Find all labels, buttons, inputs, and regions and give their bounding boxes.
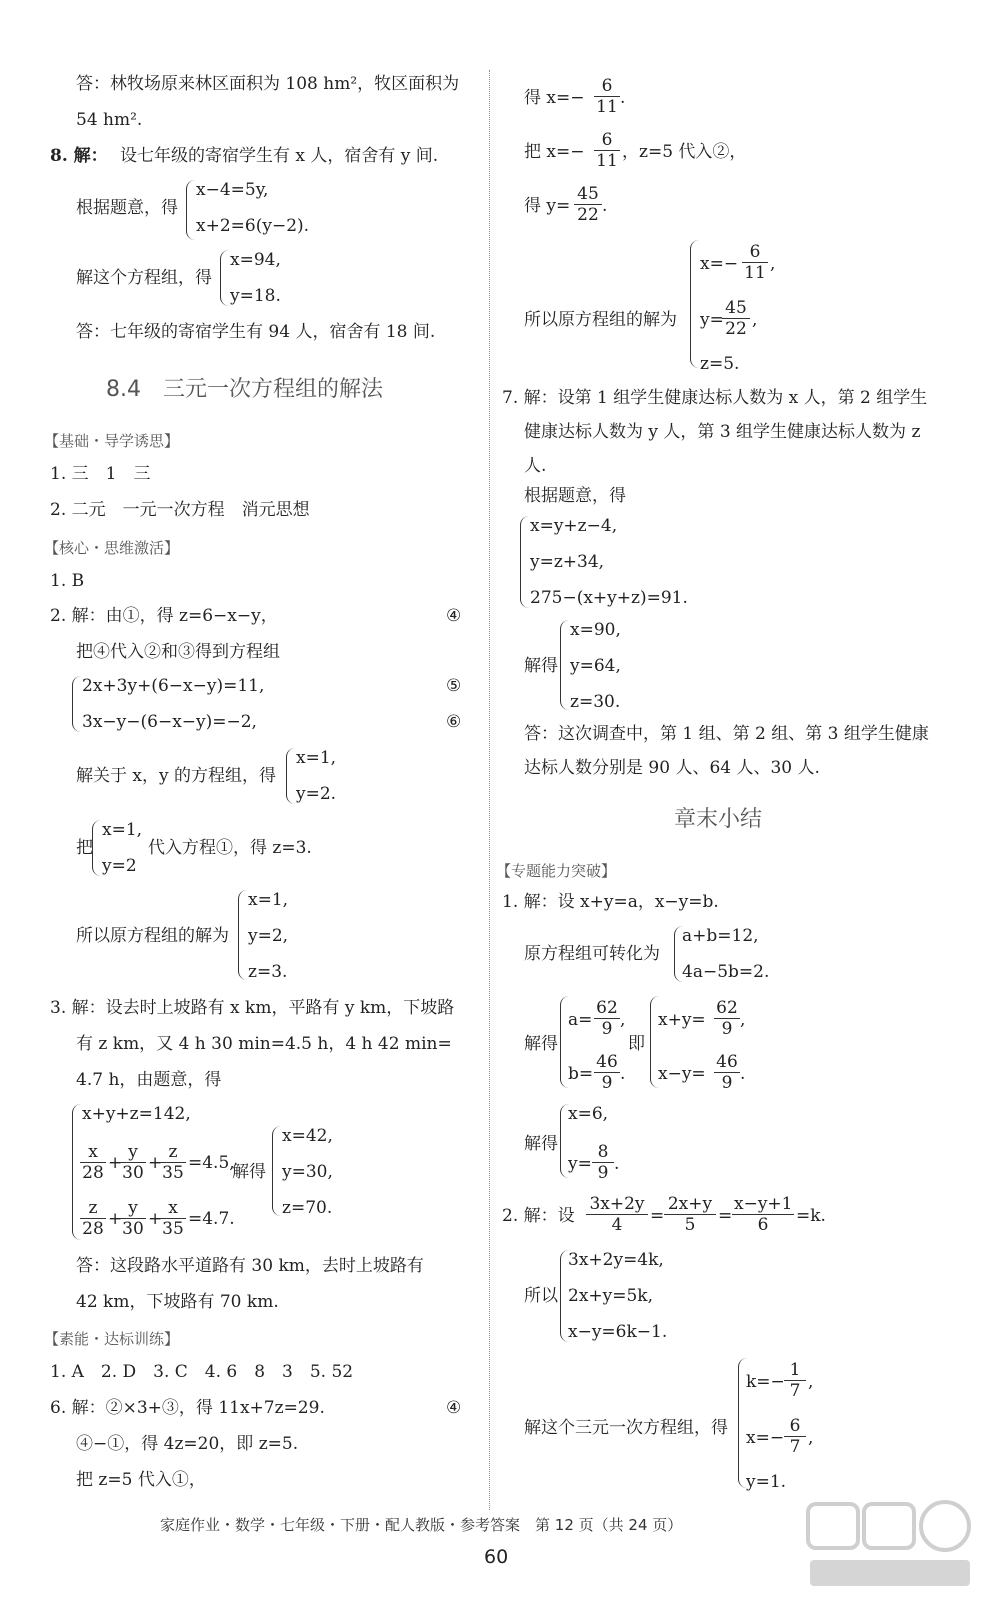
fraction: $\frac{y}{30}$ <box>120 1142 146 1183</box>
fraction: $\frac{8}{9}$ <box>592 1142 614 1183</box>
answer-line: 答：七年级的寄宿学生有 94 人，宿舍有 18 间. <box>76 322 436 342</box>
page-number: 60 <box>484 1546 509 1568</box>
text-line: 把④代入②和③得到方程组 <box>76 642 280 662</box>
text-line: . <box>614 1154 620 1174</box>
fraction: $\frac{6}{11}$ <box>594 76 620 117</box>
solution: x=42, <box>282 1126 333 1146</box>
equation-tag: ⑥ <box>446 712 462 732</box>
solution: x=1, <box>248 890 289 910</box>
answer-line: 1. B <box>50 571 85 591</box>
brace <box>520 516 529 608</box>
text-line: 解得 <box>524 1134 558 1154</box>
text-line: 所以原方程组的解为 <box>524 310 677 330</box>
operator: + <box>108 1153 123 1173</box>
equation: y=z+34, <box>530 552 605 572</box>
operator: = <box>650 1206 665 1226</box>
text-line: 即 <box>628 1034 645 1054</box>
equation-tag: ④ <box>446 606 462 626</box>
solution: x=6, <box>568 1104 609 1124</box>
solution: a= <box>568 1010 593 1030</box>
text-line: ④−①，得 4z=20，即 z=5. <box>76 1434 299 1454</box>
text-line: . <box>602 196 608 216</box>
text-line: 人. <box>524 456 547 476</box>
text-line: . <box>740 1064 746 1084</box>
fraction: $\frac{1}{7}$ <box>784 1360 806 1401</box>
operator: + <box>148 1209 163 1229</box>
equation: 4a−5b=2. <box>682 962 770 982</box>
text-line: =k. <box>796 1206 826 1226</box>
fraction: $\frac{45}{22}$ <box>574 184 602 225</box>
solution: z=30. <box>570 692 621 712</box>
equation-end: =4.5, <box>188 1153 235 1173</box>
text-line: 把 <box>76 838 93 858</box>
fraction: $\frac{62}{9}$ <box>714 998 740 1039</box>
solution: x+y= <box>658 1010 706 1030</box>
text-line: , <box>620 1010 626 1030</box>
solution: y= <box>700 310 724 330</box>
answer-line: 答：这次调查中，第 1 组、第 2 组、第 3 组学生健康 <box>524 724 929 744</box>
operator: = <box>718 1206 733 1226</box>
answer-line: 54 hm². <box>76 110 143 130</box>
answer-line: 2. 二元 一元一次方程 消元思想 <box>50 500 310 520</box>
equation: 3x+2y=4k, <box>568 1250 664 1270</box>
text-line: 代入方程①，得 z=3. <box>148 838 312 858</box>
solution: y=2 <box>102 856 137 876</box>
text-line: , <box>770 254 776 274</box>
fraction: $\frac{45}{22}$ <box>722 298 750 339</box>
equation: x+2=6(y−2). <box>196 216 310 236</box>
text-line: 解这个三元一次方程组，得 <box>524 1418 728 1438</box>
solution: z=70. <box>282 1198 333 1218</box>
text-line: 解得 <box>524 656 558 676</box>
text-line: 解得 <box>232 1162 266 1182</box>
solution: b= <box>568 1064 594 1084</box>
solution: z=3. <box>248 962 288 982</box>
equation-end: =4.7. <box>188 1209 235 1229</box>
equation: 2x+y=5k, <box>568 1286 654 1306</box>
equation: 2x+3y+(6−x−y)=11, <box>82 676 265 696</box>
text-line: 2. 解：由①，得 z=6−x−y， <box>50 606 278 626</box>
solution: x=− <box>700 254 739 274</box>
text-line: , <box>752 310 758 330</box>
text-line: 根据题意，得 <box>76 198 178 218</box>
text-line: 所以原方程组的解为 <box>76 926 229 946</box>
text-line: 得 x=− <box>524 88 585 108</box>
fraction: $\frac{6}{7}$ <box>784 1416 806 1457</box>
fraction: $\frac{y}{30}$ <box>120 1198 146 1239</box>
text-line: 3. 解：设去时上坡路有 x km，平路有 y km，下坡路 <box>50 998 455 1018</box>
fraction: $\frac{x-y+1}{6}$ <box>734 1194 793 1235</box>
column-divider <box>489 70 490 1510</box>
text-line: 7. 解：设第 1 组学生健康达标人数为 x 人，第 2 组学生 <box>502 388 928 408</box>
solution: y=2, <box>248 926 289 946</box>
solution: k=− <box>746 1372 785 1392</box>
equation: a+b=12, <box>682 926 759 946</box>
text-line: , <box>808 1428 814 1448</box>
solution: x=90, <box>570 620 621 640</box>
answer-line: 42 km，下坡路有 70 km. <box>76 1292 279 1312</box>
section-title: 8.4 三元一次方程组的解法 <box>106 377 383 402</box>
fraction: $\frac{3x+2y}{4}$ <box>586 1194 648 1235</box>
solution: x=94, <box>230 250 281 270</box>
watermark-logo-icon <box>800 1496 980 1596</box>
text-line: . <box>620 88 626 108</box>
answer-line: 答：这段路水平道路有 30 km，去时上坡路有 <box>76 1256 424 1276</box>
page-footer: 家庭作业・数学・七年级・下册・配人教版・参考答案 第 12 页（共 24 页） <box>160 1516 683 1534</box>
text-line: , <box>740 1010 746 1030</box>
text-line: 2. 解：设 <box>502 1206 575 1226</box>
brace <box>560 620 569 710</box>
solution: y=2. <box>296 784 337 804</box>
solution: x=1, <box>102 820 143 840</box>
answer-line: 达标人数分别是 90 人、64 人、30 人. <box>524 758 820 778</box>
solution: x−y= <box>658 1064 706 1084</box>
text-line: ，z=5 代入②， <box>622 142 747 162</box>
text-line: , <box>808 1372 814 1392</box>
equation: 3x−y−(6−x−y)=−2, <box>82 712 257 732</box>
text-line: 把 x=− <box>524 142 585 162</box>
text-line: 得 y= <box>524 196 571 216</box>
operator: + <box>108 1209 123 1229</box>
section-tag: 【专题能力突破】 <box>496 862 617 880</box>
text-line: 设七年级的寄宿学生有 x 人，宿舍有 y 间. <box>120 146 439 166</box>
brace <box>238 890 247 980</box>
equation: x=y+z−4, <box>530 516 618 536</box>
text-line: 4.7 h，由题意，得 <box>76 1070 222 1090</box>
fraction: $\frac{46}{9}$ <box>594 1052 620 1093</box>
equation: x−4=5y, <box>196 180 269 200</box>
solution: x=1, <box>296 748 337 768</box>
brace <box>272 1126 281 1216</box>
chapter-title: 章末小结 <box>674 807 763 832</box>
text-line: 解关于 x，y 的方程组，得 <box>76 766 276 786</box>
fraction: $\frac{z}{28}$ <box>80 1198 106 1239</box>
solution: y= <box>568 1154 592 1174</box>
text-line: 健康达标人数为 y 人，第 3 组学生健康达标人数为 z <box>524 422 921 442</box>
text-line: 解得 <box>524 1034 558 1054</box>
section-tag: 【核心・思维激活】 <box>44 539 180 557</box>
solution: z=5. <box>700 354 740 374</box>
equation: x−y=6k−1. <box>568 1322 668 1342</box>
operator: + <box>148 1153 163 1173</box>
fraction: $\frac{6}{11}$ <box>594 130 620 171</box>
text-line: 所以 <box>524 1286 558 1306</box>
section-tag: 【基础・导学诱思】 <box>44 432 180 450</box>
brace <box>92 820 101 876</box>
fraction: $\frac{6}{11}$ <box>742 242 768 283</box>
answer-line: 1. 三 1 三 <box>50 464 151 484</box>
text-line: 原方程组可转化为 <box>524 944 660 964</box>
fraction: $\frac{x}{35}$ <box>160 1198 186 1239</box>
brace <box>186 180 195 240</box>
fraction: $\frac{x}{28}$ <box>80 1142 106 1183</box>
equation: 275−(x+y+z)=91. <box>530 588 688 608</box>
section-tag: 【素能・达标训练】 <box>44 1330 180 1348</box>
answer-line: 1. A 2. D 3. C 4. 6 8 3 5. 52 <box>50 1362 354 1382</box>
answer-line: 答：林牧场原来林区面积为 108 hm²，牧区面积为 <box>76 74 460 94</box>
text-line: . <box>620 1064 626 1084</box>
text-line: 解这个方程组，得 <box>76 268 212 288</box>
brace <box>72 676 81 732</box>
equation-tag: ⑤ <box>446 676 462 696</box>
solution: y=18. <box>230 286 281 306</box>
fraction: $\frac{46}{9}$ <box>714 1052 740 1093</box>
fraction: $\frac{62}{9}$ <box>594 998 620 1039</box>
brace <box>690 240 699 368</box>
text-line: 1. 解：设 x+y=a，x−y=b. <box>502 892 719 912</box>
equation-tag: ④ <box>446 1398 462 1418</box>
question-8-label: 8. 解： <box>50 146 108 166</box>
solution: y=30, <box>282 1162 333 1182</box>
text-line: 根据题意，得 <box>524 486 626 506</box>
brace <box>286 748 295 804</box>
solution: x=− <box>746 1428 785 1448</box>
text-line: 有 z km，又 4 h 30 min=4.5 h，4 h 42 min= <box>76 1034 452 1054</box>
fraction: $\frac{z}{35}$ <box>160 1142 186 1183</box>
brace <box>220 250 229 306</box>
fraction: $\frac{2x+y}{5}$ <box>664 1194 716 1235</box>
equation: x+y+z=142, <box>82 1104 191 1124</box>
text-line: 把 z=5 代入①， <box>76 1470 206 1490</box>
solution: y=64, <box>570 656 621 676</box>
text-line: 6. 解：②×3+③，得 11x+7z=29. <box>50 1398 325 1418</box>
solution: y=1. <box>746 1472 787 1492</box>
